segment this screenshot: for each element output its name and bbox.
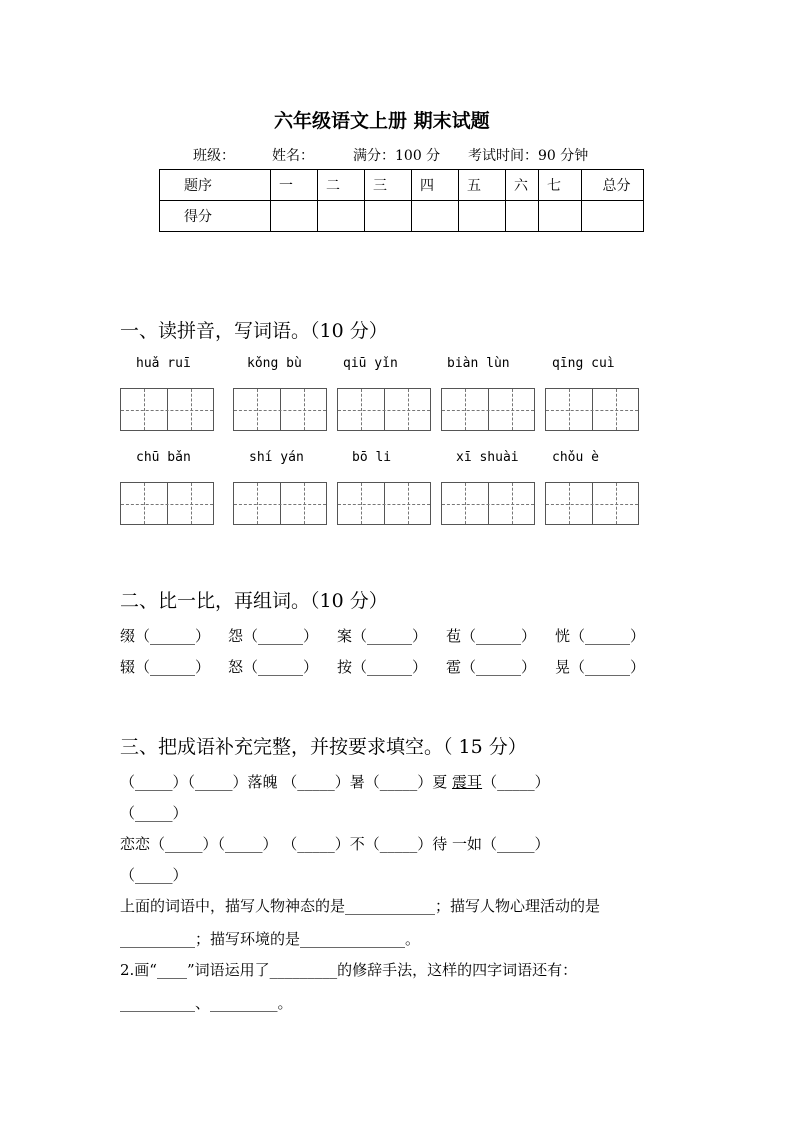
class-label: 班级： [193, 148, 235, 164]
table-header-cell: 六 [506, 170, 539, 201]
writing-grid-box[interactable] [120, 388, 214, 431]
word-compare-item[interactable]: 恍（______） [555, 627, 646, 645]
score-cell[interactable] [539, 201, 582, 232]
writing-grid-box[interactable] [545, 388, 639, 431]
question-line[interactable]: __________；描写环境的是______________。 [120, 930, 421, 948]
table-header-cell: 题序 [160, 170, 271, 201]
word-compare-item[interactable]: 晃（______） [555, 658, 646, 676]
page-title: 六年级语文上册 期末试题 [274, 110, 490, 132]
section-2-title: 二、比一比，再组词。（10 分） [120, 590, 388, 612]
word-compare-item[interactable]: 怒（______） [228, 658, 319, 676]
word-compare-item[interactable]: 案（______） [337, 627, 428, 645]
idiom-line [120, 771, 550, 792]
score-cell[interactable] [582, 201, 644, 232]
section-1-title: 一、读拼音，写词语。（10 分） [120, 320, 388, 342]
writing-grid-box[interactable] [337, 482, 431, 525]
question-line[interactable]: 上面的词语中，描写人物神态的是____________；描写人物心理活动的是 [120, 897, 601, 915]
table-header-cell: 五 [459, 170, 506, 201]
score-cell[interactable] [459, 201, 506, 232]
table-header-cell: 二 [318, 170, 365, 201]
writing-grid-box[interactable] [441, 388, 535, 431]
word-compare-item[interactable]: 辍（______） [120, 658, 211, 676]
pinyin-label: bō li [352, 450, 392, 465]
word-compare-item[interactable]: 按（______） [337, 658, 428, 676]
score-cell[interactable] [271, 201, 318, 232]
pinyin-label: chǒu è [552, 450, 599, 465]
idiom-blank[interactable]: （_____） [482, 773, 550, 791]
table-header-cell: 一 [271, 170, 318, 201]
table-header-cell: 总分 [582, 170, 644, 201]
pinyin-label: xī shuài [456, 450, 519, 465]
score-table-header-row [160, 170, 644, 201]
table-header-cell: 七 [539, 170, 582, 201]
score-cell[interactable] [318, 201, 365, 232]
score-cell[interactable] [412, 201, 459, 232]
full-score-label: 满分：100 分 [353, 148, 441, 164]
pinyin-label: huǎ ruī [136, 356, 191, 371]
idiom-line[interactable]: （_____） [120, 866, 188, 884]
writing-grid-box[interactable] [233, 482, 327, 525]
score-table [159, 169, 644, 232]
word-compare-item[interactable]: 雹（______） [446, 658, 537, 676]
underlined-idiom: 震耳 [452, 773, 483, 791]
idiom-line[interactable]: （_____） [120, 804, 188, 822]
writing-grid-box[interactable] [233, 388, 327, 431]
pinyin-label: qīng cuì [552, 356, 615, 371]
question-line[interactable]: 2.画“____”词语运用了_________的修辞手法，这样的四字词语还有： [120, 961, 578, 979]
exam-time-label: 考试时间：90 分钟 [468, 148, 589, 164]
table-header-cell: 三 [365, 170, 412, 201]
writing-grid-box[interactable] [441, 482, 535, 525]
table-row-label: 得分 [160, 201, 271, 232]
question-line[interactable]: __________、_________。 [120, 994, 293, 1012]
score-cell[interactable] [506, 201, 539, 232]
pinyin-label: biàn lùn [447, 356, 510, 371]
pinyin-label: qiū yǐn [343, 356, 398, 371]
writing-grid-box[interactable] [545, 482, 639, 525]
name-label: 姓名： [272, 148, 314, 164]
pinyin-label: kǒng bù [247, 356, 302, 371]
idiom-line[interactable]: 恋恋（_____）（_____） （_____）不（_____）待 一如（_____） [120, 835, 550, 853]
writing-grid-box[interactable] [120, 482, 214, 525]
writing-grid-box[interactable] [337, 388, 431, 431]
idiom-line-text[interactable]: （_____）（_____）落魄 （_____）暑（_____）夏 [120, 773, 453, 791]
table-header-cell: 四 [412, 170, 459, 201]
score-cell[interactable] [365, 201, 412, 232]
pinyin-label: chū bǎn [136, 450, 191, 465]
word-compare-item[interactable]: 缀（______） [120, 627, 211, 645]
pinyin-label: shí yán [249, 450, 304, 465]
section-3-title: 三、把成语补充完整，并按要求填空。（ 15 分） [120, 736, 527, 758]
score-table-score-row [160, 201, 644, 232]
word-compare-item[interactable]: 怨（______） [228, 627, 319, 645]
word-compare-item[interactable]: 苞（______） [446, 627, 537, 645]
